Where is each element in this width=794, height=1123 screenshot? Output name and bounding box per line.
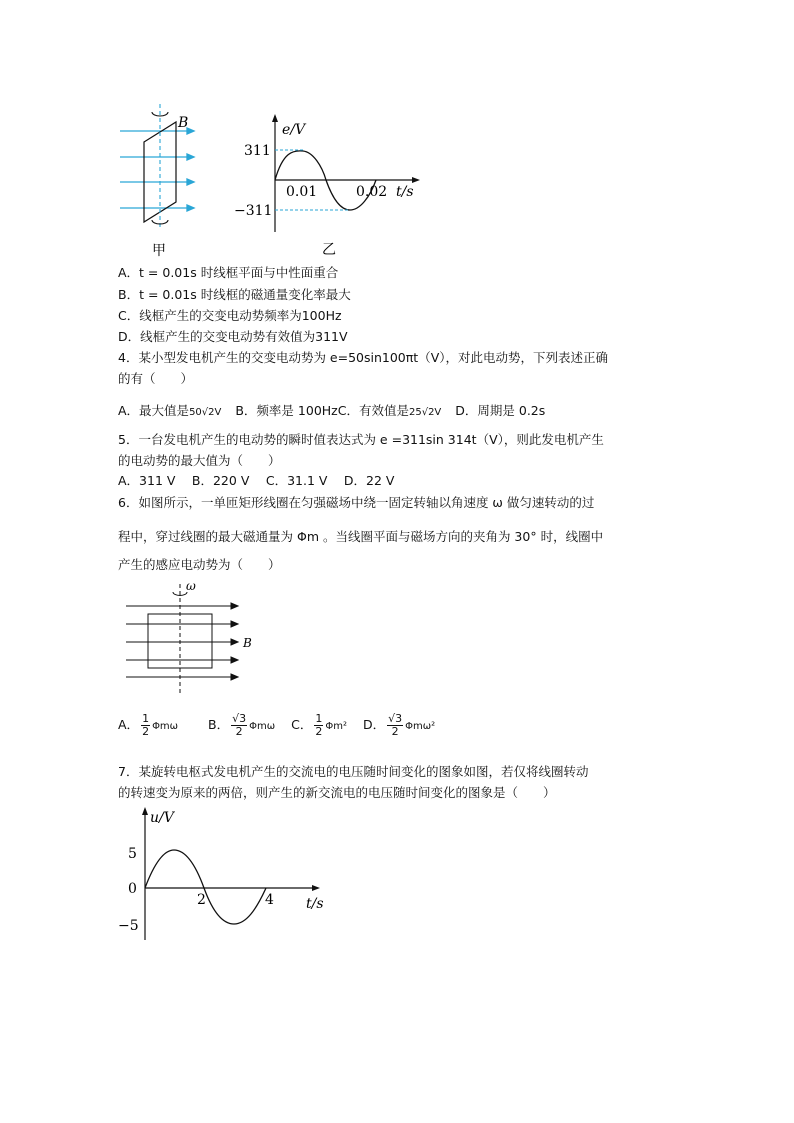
q5-stem-line2: 的电动势的最大值为（ ） (118, 453, 281, 468)
y-min-label: −311 (234, 203, 273, 219)
q6-option-c: C． $\frac{1}{2}$ Φm² (291, 712, 347, 738)
q6-stem-line1: 6．如图所示，一单匝矩形线圈在匀强磁场中绕一固定转轴以角速度 ω 做匀速转动的过 (118, 495, 595, 510)
q3-option-a: A．t = 0.01s 时线框平面与中性面重合 (118, 265, 339, 280)
q4-options (118, 402, 545, 422)
q7-stem-line2: 的转速变为原来的两倍，则产生的新交流电的电压随时间变化的图象是（ ） (118, 785, 556, 800)
q7-x-axis-label: t/s (306, 896, 324, 912)
q4-stem-line1: 4．某小型发电机产生的交变电动势为 e=50sin100πt（V），对此电动势，下列表述正确 (118, 350, 608, 365)
q6-stem-line2: 程中，穿过线圈的最大磁通量为 Φm 。当线圈平面与磁场方向的夹角为 30° 时，线圈中 (118, 529, 604, 544)
q7-y-5: 5 (128, 846, 137, 862)
q7-y-0: 0 (128, 881, 137, 897)
q3-option-b: B．t = 0.01s 时线框的磁通量变化率最大 (118, 287, 351, 302)
q6-b-label: B (243, 636, 252, 650)
q7-y-axis-label: u/V (150, 810, 174, 826)
q6-stem-line3: 产生的感应电动势为（ ） (118, 557, 281, 572)
q6-options (118, 713, 447, 738)
figure-label-yi: 乙 (322, 242, 336, 258)
q5-options: A．311 V B．220 V C．31.1 V D．22 V (118, 473, 395, 488)
q4-option-d: D．周期是 0.2s (455, 403, 546, 418)
q6-omega-label: ω (186, 579, 196, 593)
y-max-label: 311 (244, 143, 271, 159)
q7-x-4: 4 (265, 892, 274, 908)
q6-option-b: B． $\frac{√3}{2}$ Φmω (208, 712, 276, 738)
q3-option-d: D．线框产生的交变电动势有效值为311V (118, 329, 348, 344)
field-arrows (120, 128, 194, 211)
q7-y-m5: −5 (118, 918, 139, 934)
q6-figure (122, 578, 262, 696)
q7-sine-curve (145, 850, 266, 924)
figure-yi (228, 112, 428, 260)
y-axis-label: e/V (282, 122, 306, 138)
field-label-b: B (178, 115, 189, 131)
q4-stem-line2: 的有（ ） (118, 371, 194, 386)
coil-frame (144, 122, 176, 222)
x-tick-001: 0.01 (286, 184, 318, 200)
q4-option-c: C．有效值是25√2V (337, 403, 442, 418)
q3-option-c: C．线框产生的交变电动势频率为100Hz (118, 308, 342, 323)
x-tick-002: 0.02 (356, 184, 388, 200)
q4-option-a: A．最大值是50√2V (118, 403, 222, 418)
q7-stem-line1: 7．某旋转电枢式发电机产生的交流电的电压随时间变化的图象如图，若仅将线圈转动 (118, 764, 589, 779)
figure-label-jia: 甲 (152, 243, 166, 259)
q7-figure (118, 804, 338, 946)
figure-jia (114, 102, 204, 260)
q6-option-a: A． $\frac{1}{2}$ Φmω (118, 712, 179, 738)
q7-x-2: 2 (197, 892, 206, 908)
q6-option-d: D． $\frac{√3}{2}$ Φmω² (362, 712, 436, 738)
q4-option-b: B．频率是 100Hz (235, 403, 338, 418)
x-axis-label: t/s (396, 184, 414, 200)
q5-stem-line1: 5．一台发电机产生的电动势的瞬时值表达式为 e =311sin 314t（V），则此发电机产生 (118, 432, 604, 447)
